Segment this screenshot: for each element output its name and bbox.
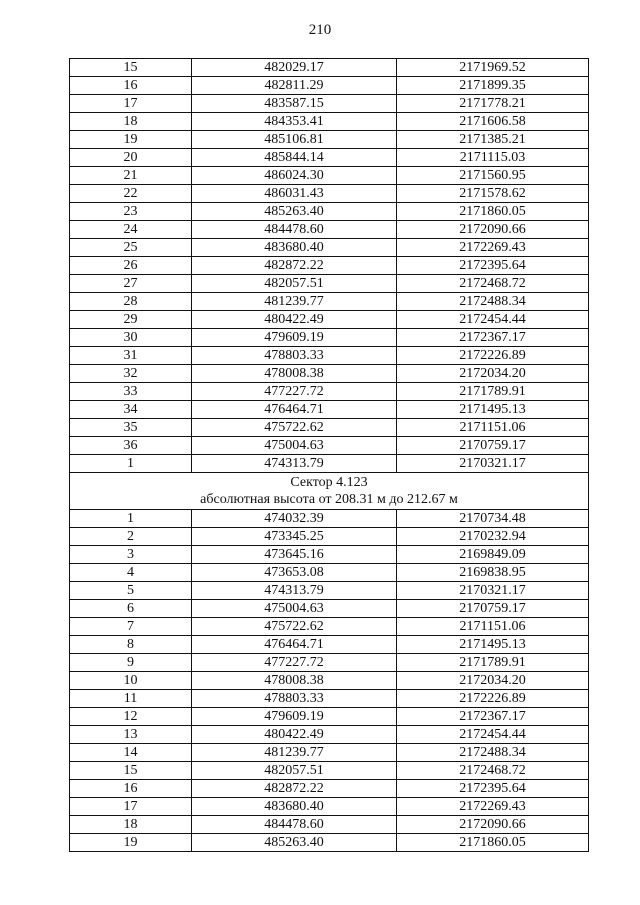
point-number-cell: 12: [70, 708, 192, 726]
y-coordinate-cell: 2171899.35: [397, 77, 589, 95]
point-number-cell: 9: [70, 654, 192, 672]
table-row: [70, 437, 589, 455]
point-number-cell: 5: [70, 582, 192, 600]
x-coordinate-cell: 484353.41: [192, 113, 397, 131]
x-coordinate-cell: 476464.71: [192, 636, 397, 654]
point-number-cell: 16: [70, 780, 192, 798]
x-coordinate-cell: 482057.51: [192, 762, 397, 780]
x-coordinate-cell: 478008.38: [192, 365, 397, 383]
y-coordinate-cell: 2172468.72: [397, 762, 589, 780]
point-number-cell: 3: [70, 546, 192, 564]
table-row: [70, 401, 589, 419]
table-row: [70, 600, 589, 618]
point-number-cell: 15: [70, 762, 192, 780]
point-number-cell: 13: [70, 726, 192, 744]
y-coordinate-cell: 2172269.43: [397, 239, 589, 257]
x-coordinate-cell: 482811.29: [192, 77, 397, 95]
point-number-cell: 23: [70, 203, 192, 221]
x-coordinate-cell: 475004.63: [192, 600, 397, 618]
y-coordinate-cell: 2171789.91: [397, 383, 589, 401]
table-row: [70, 780, 589, 798]
point-number-cell: 28: [70, 293, 192, 311]
y-coordinate-cell: 2172488.34: [397, 744, 589, 762]
point-number-cell: 6: [70, 600, 192, 618]
point-number-cell: 33: [70, 383, 192, 401]
table-row: [70, 275, 589, 293]
x-coordinate-cell: 474032.39: [192, 510, 397, 528]
table-row: [70, 203, 589, 221]
x-coordinate-cell: 482872.22: [192, 780, 397, 798]
table-row: [70, 654, 589, 672]
table-row: [70, 636, 589, 654]
point-number-cell: 20: [70, 149, 192, 167]
x-coordinate-cell: 479609.19: [192, 329, 397, 347]
table-row: [70, 690, 589, 708]
table-row: [70, 293, 589, 311]
table-row: [70, 510, 589, 528]
y-coordinate-cell: 2172454.44: [397, 726, 589, 744]
point-number-cell: 30: [70, 329, 192, 347]
point-number-cell: 1: [70, 510, 192, 528]
point-number-cell: 36: [70, 437, 192, 455]
point-number-cell: 32: [70, 365, 192, 383]
table-row: [70, 149, 589, 167]
x-coordinate-cell: 477227.72: [192, 383, 397, 401]
coordinates-table: [69, 58, 589, 852]
sector-subtitle: абсолютная высота от 208.31 м до 212.67 м: [200, 492, 458, 507]
y-coordinate-cell: 2170759.17: [397, 600, 589, 618]
y-coordinate-cell: 2171789.91: [397, 654, 589, 672]
x-coordinate-cell: 478803.33: [192, 347, 397, 365]
table-row: [70, 762, 589, 780]
table-row: [70, 528, 589, 546]
x-coordinate-cell: 475722.62: [192, 419, 397, 437]
point-number-cell: 22: [70, 185, 192, 203]
coordinates-table-part1: [70, 59, 589, 473]
table-row: [70, 672, 589, 690]
x-coordinate-cell: 479609.19: [192, 708, 397, 726]
point-number-cell: 1: [70, 455, 192, 473]
x-coordinate-cell: 473345.25: [192, 528, 397, 546]
y-coordinate-cell: 2171151.06: [397, 618, 589, 636]
y-coordinate-cell: 2171495.13: [397, 401, 589, 419]
point-number-cell: 34: [70, 401, 192, 419]
point-number-cell: 2: [70, 528, 192, 546]
x-coordinate-cell: 474313.79: [192, 582, 397, 600]
y-coordinate-cell: 2171860.05: [397, 834, 589, 852]
point-number-cell: 14: [70, 744, 192, 762]
y-coordinate-cell: 2172488.34: [397, 293, 589, 311]
point-number-cell: 27: [70, 275, 192, 293]
y-coordinate-cell: 2172454.44: [397, 311, 589, 329]
x-coordinate-cell: 486024.30: [192, 167, 397, 185]
x-coordinate-cell: 478803.33: [192, 690, 397, 708]
sector-title: Сектор 4.123: [290, 475, 368, 490]
y-coordinate-cell: 2172269.43: [397, 798, 589, 816]
table-row: [70, 311, 589, 329]
x-coordinate-cell: 484478.60: [192, 816, 397, 834]
x-coordinate-cell: 473653.08: [192, 564, 397, 582]
x-coordinate-cell: 482872.22: [192, 257, 397, 275]
table-row: [70, 221, 589, 239]
point-number-cell: 26: [70, 257, 192, 275]
point-number-cell: 18: [70, 816, 192, 834]
x-coordinate-cell: 483680.40: [192, 798, 397, 816]
x-coordinate-cell: 474313.79: [192, 455, 397, 473]
y-coordinate-cell: 2171560.95: [397, 167, 589, 185]
y-coordinate-cell: 2171151.06: [397, 419, 589, 437]
y-coordinate-cell: 2171385.21: [397, 131, 589, 149]
x-coordinate-cell: 482057.51: [192, 275, 397, 293]
x-coordinate-cell: 486031.43: [192, 185, 397, 203]
y-coordinate-cell: 2170232.94: [397, 528, 589, 546]
y-coordinate-cell: 2171606.58: [397, 113, 589, 131]
y-coordinate-cell: 2171578.62: [397, 185, 589, 203]
x-coordinate-cell: 485844.14: [192, 149, 397, 167]
point-number-cell: 16: [70, 77, 192, 95]
table-row: [70, 131, 589, 149]
page-number: 210: [308, 22, 332, 38]
point-number-cell: 25: [70, 239, 192, 257]
y-coordinate-cell: 2171969.52: [397, 59, 589, 77]
point-number-cell: 29: [70, 311, 192, 329]
table-row: [70, 582, 589, 600]
point-number-cell: 35: [70, 419, 192, 437]
point-number-cell: 4: [70, 564, 192, 582]
point-number-cell: 21: [70, 167, 192, 185]
y-coordinate-cell: 2172395.64: [397, 780, 589, 798]
table-row: [70, 744, 589, 762]
table-row: [70, 455, 589, 473]
table-row: [70, 816, 589, 834]
y-coordinate-cell: 2171778.21: [397, 95, 589, 113]
y-coordinate-cell: 2172367.17: [397, 708, 589, 726]
y-coordinate-cell: 2172226.89: [397, 690, 589, 708]
table-row: [70, 708, 589, 726]
sector-cell: [70, 473, 589, 510]
x-coordinate-cell: 483680.40: [192, 239, 397, 257]
table-row: [70, 618, 589, 636]
y-coordinate-cell: 2172034.20: [397, 365, 589, 383]
point-number-cell: 31: [70, 347, 192, 365]
point-number-cell: 19: [70, 131, 192, 149]
x-coordinate-cell: 482029.17: [192, 59, 397, 77]
table-row: [70, 77, 589, 95]
x-coordinate-cell: 484478.60: [192, 221, 397, 239]
x-coordinate-cell: 477227.72: [192, 654, 397, 672]
table-row: [70, 329, 589, 347]
x-coordinate-cell: 478008.38: [192, 672, 397, 690]
table-row: [70, 95, 589, 113]
y-coordinate-cell: 2171115.03: [397, 149, 589, 167]
x-coordinate-cell: 481239.77: [192, 293, 397, 311]
table-row: [70, 347, 589, 365]
x-coordinate-cell: 475004.63: [192, 437, 397, 455]
table-row: [70, 185, 589, 203]
table-row: [70, 383, 589, 401]
table-row: [70, 167, 589, 185]
y-coordinate-cell: 2170321.17: [397, 582, 589, 600]
x-coordinate-cell: 473645.16: [192, 546, 397, 564]
x-coordinate-cell: 475722.62: [192, 618, 397, 636]
y-coordinate-cell: 2172395.64: [397, 257, 589, 275]
table-row: [70, 726, 589, 744]
table-row: [70, 834, 589, 852]
point-number-cell: 11: [70, 690, 192, 708]
y-coordinate-cell: 2172226.89: [397, 347, 589, 365]
table-row: [70, 564, 589, 582]
x-coordinate-cell: 483587.15: [192, 95, 397, 113]
table-row: [70, 239, 589, 257]
point-number-cell: 19: [70, 834, 192, 852]
y-coordinate-cell: 2172468.72: [397, 275, 589, 293]
x-coordinate-cell: 485106.81: [192, 131, 397, 149]
table-row: [70, 798, 589, 816]
y-coordinate-cell: 2172034.20: [397, 672, 589, 690]
point-number-cell: 24: [70, 221, 192, 239]
table-row: [70, 365, 589, 383]
x-coordinate-cell: 476464.71: [192, 401, 397, 419]
y-coordinate-cell: 2172367.17: [397, 329, 589, 347]
table-row: [70, 257, 589, 275]
table-row: [70, 113, 589, 131]
table-row: [70, 546, 589, 564]
point-number-cell: 15: [70, 59, 192, 77]
y-coordinate-cell: 2170321.17: [397, 455, 589, 473]
table-row: [70, 419, 589, 437]
x-coordinate-cell: 481239.77: [192, 744, 397, 762]
point-number-cell: 7: [70, 618, 192, 636]
x-coordinate-cell: 480422.49: [192, 311, 397, 329]
y-coordinate-cell: 2169838.95: [397, 564, 589, 582]
x-coordinate-cell: 485263.40: [192, 834, 397, 852]
y-coordinate-cell: 2169849.09: [397, 546, 589, 564]
y-coordinate-cell: 2171495.13: [397, 636, 589, 654]
y-coordinate-cell: 2172090.66: [397, 221, 589, 239]
y-coordinate-cell: 2172090.66: [397, 816, 589, 834]
y-coordinate-cell: 2171860.05: [397, 203, 589, 221]
point-number-cell: 10: [70, 672, 192, 690]
y-coordinate-cell: 2170734.48: [397, 510, 589, 528]
point-number-cell: 18: [70, 113, 192, 131]
table-row: [70, 59, 589, 77]
x-coordinate-cell: 485263.40: [192, 203, 397, 221]
point-number-cell: 17: [70, 95, 192, 113]
coordinates-table-part2: [70, 510, 589, 852]
sector-header: [70, 473, 589, 510]
point-number-cell: 17: [70, 798, 192, 816]
point-number-cell: 8: [70, 636, 192, 654]
x-coordinate-cell: 480422.49: [192, 726, 397, 744]
y-coordinate-cell: 2170759.17: [397, 437, 589, 455]
sector-row: [70, 473, 589, 510]
